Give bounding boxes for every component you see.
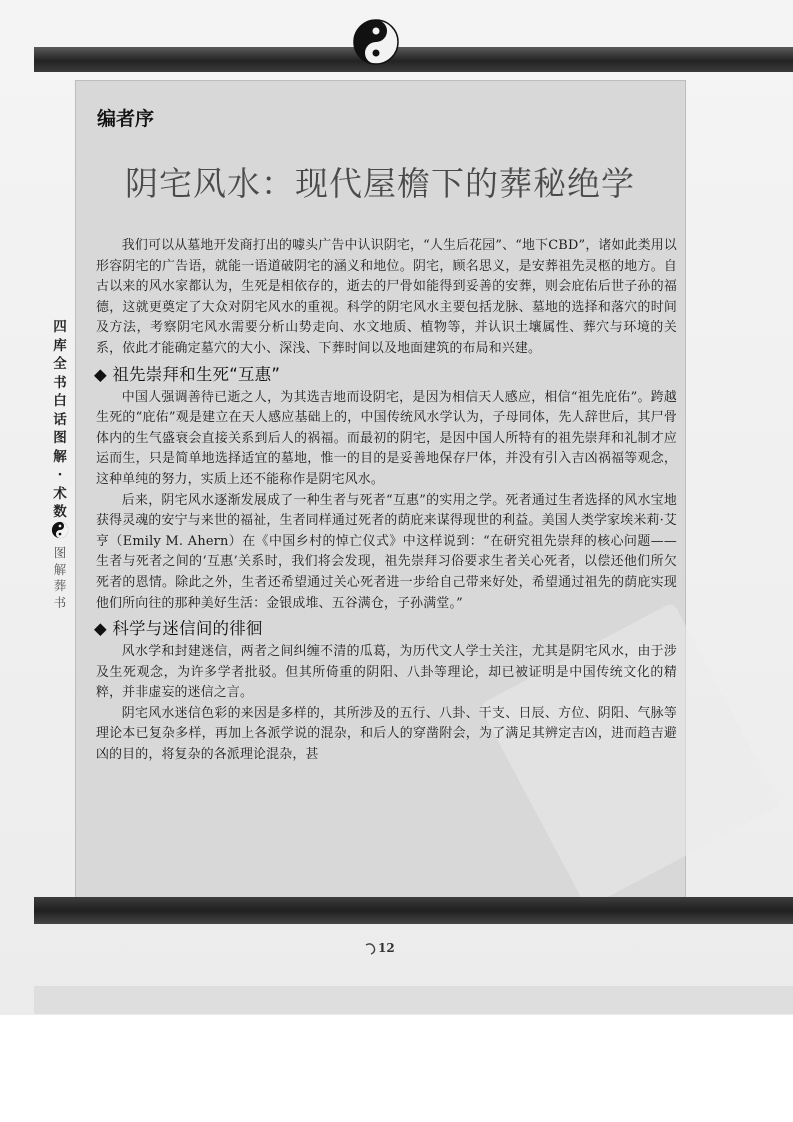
- article-body: [96, 236, 677, 766]
- series-char: 话: [53, 411, 67, 428]
- series-char: 书: [53, 374, 67, 391]
- subtitle-char: 书: [53, 594, 67, 610]
- paragraph: 后来，阴宅风水逐渐发展成了一种生者与死者“互惠”的实用之学。死者通过生者选择的风水宝地获得灵魂的安宁与来世的福祉，生者同样通过死者的荫庇来谋得现世的利益。美国人类学家埃米莉·艾亨（Emily M. Ahern）在《中国乡村的悼亡仪式》中这样说到：“在研究祖先崇拜的核心问题——生者与死者之间的‘互惠’关系时，我们将会发现，祖先崇拜习俗要求生者关心死者，以偿还他们所欠死者的恩情。除此之外，生者还希望通过关心死者进一步给自己带来好处，希望通过祖先的荫庇实现他们所向往的那种美好生活：金银成堆、五谷满仓，子孙满堂。”: [96, 492, 677, 611]
- main-title: 阴宅风水：现代屋檐下的葬秘绝学: [125, 164, 635, 203]
- series-char: ·: [57, 467, 63, 483]
- section-heading-science-superstition: ◆ 科学与迷信间的徘徊: [94, 619, 263, 639]
- paragraph: 风水学和封建迷信，两者之间纠缠不清的瓜葛，为历代文人学士关注，尤其是阴宅风水，由于涉及生死观念，为许多学者批驳。但其所倚重的阴阳、八卦等理论，却已被证明是中国传统文化的精粹，并非虚妄的迷信之言。: [96, 644, 677, 701]
- subtitle-char: 图: [53, 545, 67, 560]
- paragraph: 中国人强调善待已逝之人，为其选吉地而设阴宅，是因为相信天人感应，相信“祖先庇佑”。跨越生死的“庇佑”观是建立在天人感应基础上的，中国传统风水学认为，子母同体，先人辞世后，其尸骨体内的生气盛衰会直接关系到后人的祸福。而最初的阴宅，是因中国人所特有的祖先崇拜和礼制才应运而生，只是简单地选择适宜的墓地，惟一的目的是妥善地保存尸体，并没有引入吉凶祸福等观念，这种单纯的努力，实质上还不能称作是阴宅风水。: [96, 389, 677, 487]
- intro-paragraph: 我们可以从墓地开发商打出的噱头广告中认识阴宅，“人生后花园”、“地下CBD”，诸如此类用以形容阴宅的广告语，就能一语道破阴宅的涵义和地位。阴宅，顾名思义，是安葬祖先灵柩的地方。自古以来的风水家都认为，生死是相依存的，逝去的尸骨如能得到妥善的安葬，则会庇佑后世子孙的福德，这就更奠定了大众对阴宅风水的重视。科学的阴宅风水主要包括龙脉、墓地的选择和落穴的时间及方法，考察阴宅风水需要分析山势走向、水文地质、植物等，并认识土壤属性、葬穴与环境的关系，依此才能确定墓穴的大小、深浅、下葬时间以及地面建筑的布局和兴建。: [96, 238, 677, 356]
- series-char: 图: [53, 430, 67, 446]
- bottom-decorative-band: [34, 897, 793, 924]
- book-subtitle-label: [50, 545, 70, 611]
- book-series-label: [50, 318, 70, 522]
- subtitle-char: 解: [53, 561, 67, 577]
- series-char: 数: [53, 504, 67, 520]
- section-heading-ancestor-worship: ◆ 祖先崇拜和生死“互惠”: [94, 364, 281, 384]
- paragraph: 阴宅风水迷信色彩的来因是多样的，其所涉及的五行、八卦、干支、日辰、方位、阴阳、气脉等理论本已复杂多样，再加上各派学说的混杂，和后人的穿凿附会，为了满足其辨定吉凶，进而趋吉避凶的目的，将复杂的各派理论混杂，甚: [96, 705, 677, 763]
- page-number-swirl-icon: [365, 941, 379, 957]
- series-char: 白: [53, 393, 67, 409]
- series-char: 全: [53, 356, 67, 372]
- bottom-gray-strip: [34, 986, 793, 1014]
- series-char: 术: [53, 485, 67, 502]
- page-number-text: 12: [378, 941, 395, 955]
- page-number: [365, 941, 405, 963]
- preface-heading: 编者序: [97, 108, 155, 130]
- top-decorative-band: [34, 47, 793, 72]
- taiji-icon: [352, 18, 400, 66]
- taiji-small-icon: [51, 521, 69, 539]
- series-char: 解: [53, 448, 67, 465]
- series-char: 四: [53, 319, 67, 335]
- subtitle-char: 葬: [53, 578, 67, 593]
- series-char: 库: [53, 337, 67, 354]
